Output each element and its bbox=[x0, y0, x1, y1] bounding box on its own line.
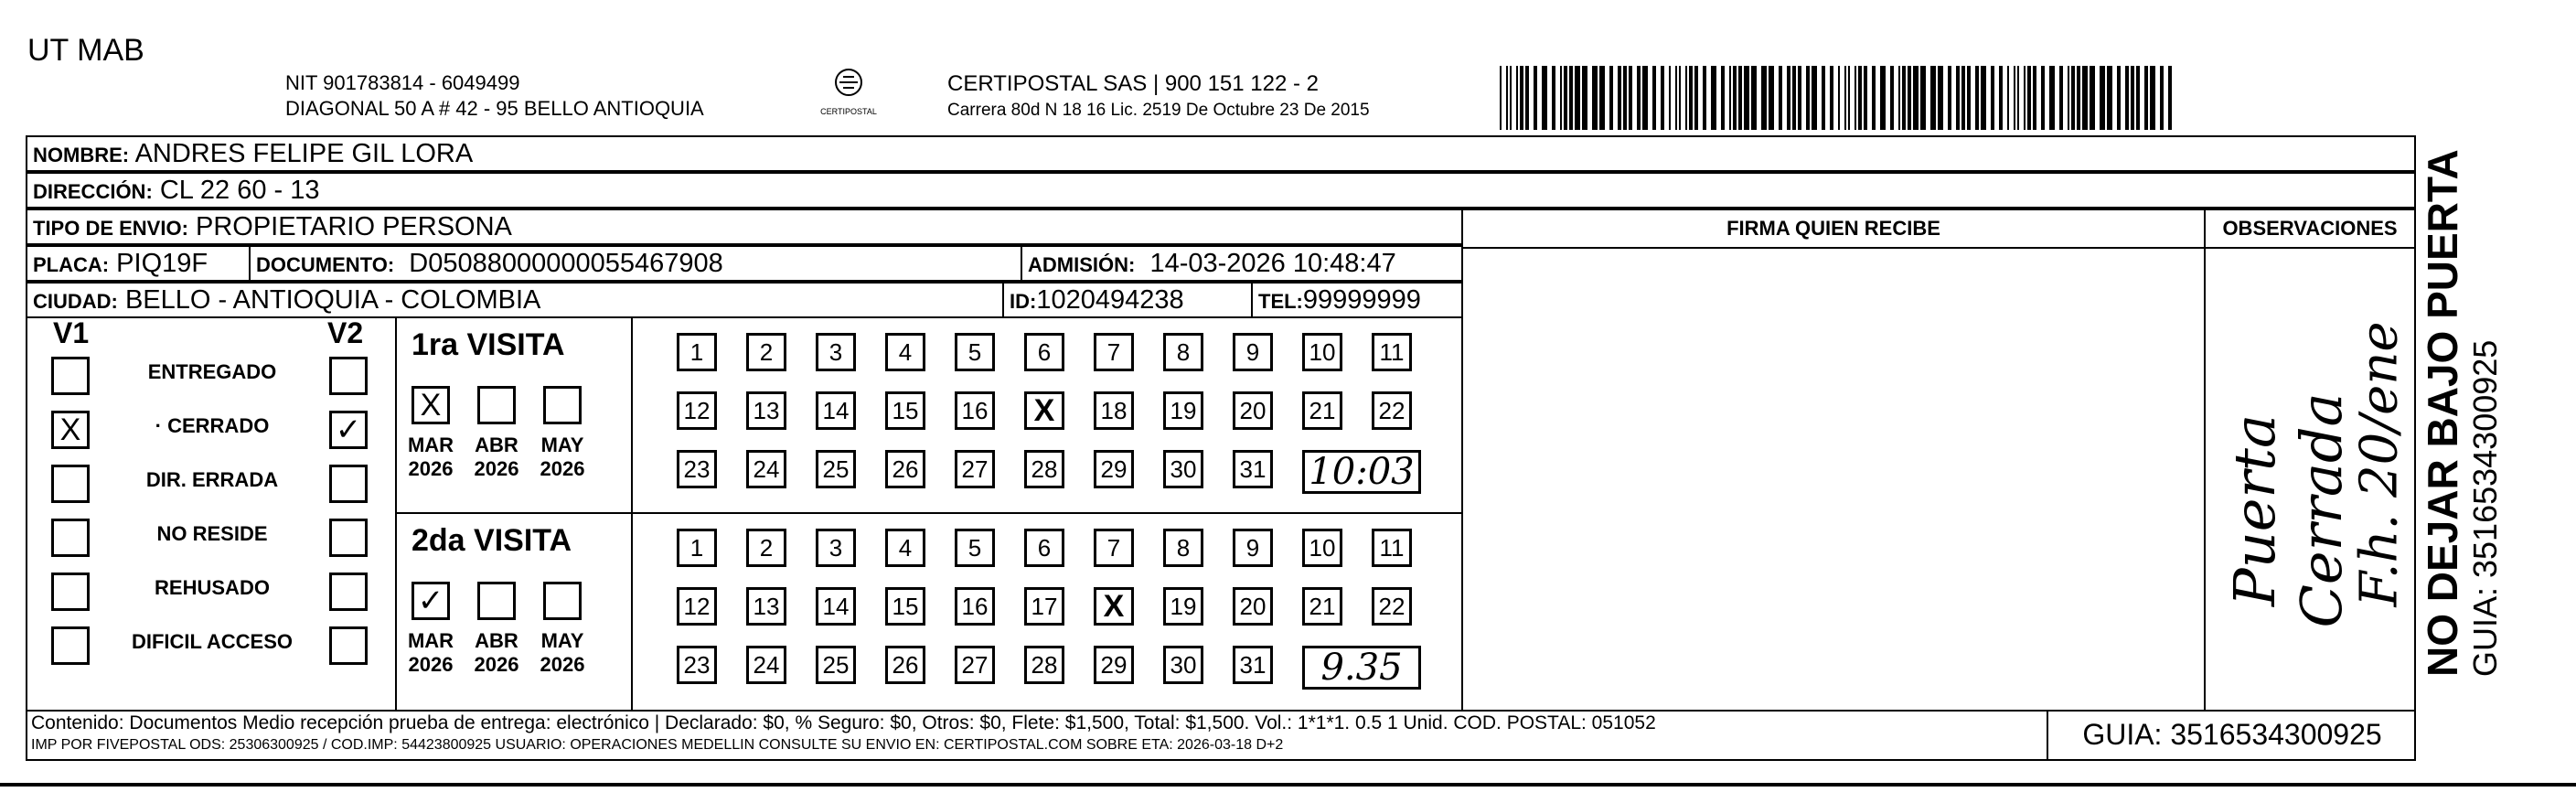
footer-imp: IMP POR FIVEPOSTAL ODS: 25306300925 / COD.IMP: 54423800925 USUARIO: OPERACIONES MEDELLIN CONSULTE SU ENVIO EN: CERTIPOSTAL.COM SOBRE ETA: 2026-03-18 D+2 bbox=[31, 737, 1284, 753]
barcode-bar bbox=[2150, 66, 2155, 130]
day-box[interactable]: X bbox=[1094, 587, 1134, 626]
day-box[interactable]: 6 bbox=[1024, 529, 1064, 567]
nombre-label: NOMBRE: bbox=[33, 144, 130, 166]
nombre-value: ANDRES FELIPE GIL LORA bbox=[134, 139, 474, 168]
tel-value: 99999999 bbox=[1302, 285, 1421, 315]
v2-checkbox[interactable] bbox=[329, 519, 368, 557]
month-label: ABR bbox=[475, 433, 518, 456]
company-name: UT MAB bbox=[27, 33, 144, 68]
day-box[interactable]: 19 bbox=[1163, 391, 1203, 430]
day-box[interactable]: 12 bbox=[677, 587, 717, 626]
v2-checkbox[interactable] bbox=[329, 465, 368, 503]
barcode-bar bbox=[1534, 66, 1537, 130]
barcode-bar bbox=[2131, 66, 2134, 130]
barcode-bar bbox=[1711, 66, 1716, 130]
visit-time[interactable]: 9.35 bbox=[1302, 646, 1421, 690]
day-box[interactable]: 11 bbox=[1372, 333, 1412, 371]
day-box[interactable]: 2 bbox=[746, 333, 786, 371]
barcode-bar bbox=[2117, 66, 2121, 130]
v2-checkbox[interactable] bbox=[329, 626, 368, 665]
barcode-bar bbox=[1864, 66, 1867, 130]
observaciones-label: OBSERVACIONES bbox=[2206, 210, 2414, 249]
observaciones-area bbox=[2204, 209, 2416, 712]
v1-checkbox[interactable]: X bbox=[51, 411, 90, 449]
day-box[interactable]: 20 bbox=[1233, 391, 1273, 430]
nombre-row bbox=[26, 135, 2416, 172]
barcode-bar bbox=[1629, 66, 1632, 130]
day-box[interactable]: 3 bbox=[816, 529, 856, 567]
barcode-bar bbox=[2007, 66, 2009, 130]
barcode-bar bbox=[1858, 66, 1862, 130]
barcode-bar bbox=[1890, 66, 1894, 130]
day-box[interactable]: 24 bbox=[746, 646, 786, 684]
status-label: DIR. ERRADA bbox=[145, 468, 279, 491]
barcode-bar bbox=[1729, 66, 1731, 130]
barcode-bar bbox=[1609, 66, 1613, 130]
tel-label: TEL: bbox=[1258, 290, 1303, 313]
barcode-bar bbox=[1975, 66, 1979, 130]
barcode-bar bbox=[1798, 66, 1801, 130]
month-year: 2026 bbox=[540, 457, 585, 480]
placa-label: PLACA: bbox=[33, 253, 110, 276]
barcode-bar bbox=[1689, 66, 1693, 130]
carrier-logo bbox=[819, 66, 878, 124]
day-box[interactable]: 4 bbox=[885, 529, 925, 567]
barcode-bar bbox=[1848, 66, 1850, 130]
barcode-bar bbox=[1938, 66, 1943, 130]
barcode-bar bbox=[1779, 66, 1782, 130]
month-label: ABR bbox=[475, 629, 518, 652]
admision-value: 14-03-2026 10:48:47 bbox=[1149, 249, 1396, 278]
day-box[interactable]: 21 bbox=[1302, 391, 1342, 430]
ciudad-value: BELLO - ANTIOQUIA - COLOMBIA bbox=[124, 285, 541, 315]
barcode-bar bbox=[1880, 66, 1886, 130]
barcode-bar bbox=[1652, 66, 1656, 130]
day-box[interactable]: 10 bbox=[1302, 529, 1342, 567]
barcode-bar bbox=[1703, 66, 1706, 130]
month-year: 2026 bbox=[540, 653, 585, 676]
v1-checkbox[interactable] bbox=[51, 573, 90, 611]
v2-checkbox[interactable] bbox=[329, 357, 368, 395]
barcode-bar bbox=[2068, 66, 2069, 130]
id-label: ID: bbox=[1010, 290, 1037, 313]
day-box[interactable]: 12 bbox=[677, 391, 717, 430]
firma-label: FIRMA QUIEN RECIBE bbox=[1463, 210, 2204, 249]
day-box[interactable]: 14 bbox=[816, 587, 856, 626]
v1-checkbox[interactable] bbox=[51, 357, 90, 395]
id-value: 1020494238 bbox=[1036, 285, 1184, 315]
day-box[interactable]: 29 bbox=[1094, 450, 1134, 488]
day-box[interactable]: 22 bbox=[1372, 391, 1412, 430]
day-box[interactable]: 6 bbox=[1024, 333, 1064, 371]
barcode-bar bbox=[1694, 66, 1698, 130]
barcode-bar bbox=[2014, 66, 2015, 130]
barcode-bar bbox=[1981, 66, 1986, 130]
month-checkbox[interactable] bbox=[543, 582, 582, 620]
tipo-row bbox=[26, 209, 1463, 245]
barcode-bar bbox=[1552, 66, 1555, 130]
status-label: REHUSADO bbox=[155, 576, 270, 599]
barcode-bar bbox=[2033, 66, 2036, 130]
barcode-bar bbox=[1812, 66, 1817, 130]
barcode-bar bbox=[1525, 66, 1529, 130]
barcode-bar bbox=[1669, 66, 1671, 130]
barcode-bar bbox=[1844, 66, 1846, 130]
barcode-bar bbox=[1575, 66, 1580, 130]
address-text: DIAGONAL 50 A # 42 - 95 BELLO ANTIOQUIA bbox=[285, 97, 704, 120]
observaciones-handwriting: Puerta Cerrada bbox=[2221, 392, 2355, 628]
day-box[interactable]: 4 bbox=[885, 333, 925, 371]
day-box[interactable]: 21 bbox=[1302, 587, 1342, 626]
bottom-rule bbox=[0, 783, 2576, 787]
barcode-bar bbox=[2082, 66, 2088, 130]
month-year: 2026 bbox=[408, 457, 454, 480]
barcode-bar bbox=[2090, 66, 2095, 130]
barcode-bar bbox=[1661, 66, 1664, 130]
side-warning: NO DEJAR BAJO PUERTA bbox=[2419, 149, 2466, 677]
day-box[interactable]: 27 bbox=[955, 646, 995, 684]
placa-row bbox=[26, 245, 1463, 282]
barcode-bar bbox=[1642, 66, 1648, 130]
day-box[interactable]: 28 bbox=[1024, 450, 1064, 488]
v1-checkbox[interactable] bbox=[51, 519, 90, 557]
day-box[interactable]: 19 bbox=[1163, 587, 1203, 626]
day-box[interactable]: 30 bbox=[1163, 450, 1203, 488]
month-checkbox[interactable]: X bbox=[412, 386, 450, 424]
barcode-bar bbox=[1564, 66, 1567, 130]
day-box[interactable]: 8 bbox=[1163, 529, 1203, 567]
direccion-value: CL 22 60 - 13 bbox=[159, 176, 320, 205]
day-box[interactable]: 18 bbox=[1094, 391, 1134, 430]
v2-label: V2 bbox=[327, 316, 364, 349]
day-box[interactable]: 26 bbox=[885, 646, 925, 684]
day-box[interactable]: 17 bbox=[1024, 587, 1064, 626]
day-box[interactable]: 7 bbox=[1094, 333, 1134, 371]
barcode-bar bbox=[1908, 66, 1911, 130]
barcode-bar bbox=[1751, 66, 1757, 130]
barcode-bar bbox=[2017, 66, 2019, 130]
barcode-bar bbox=[1675, 66, 1677, 130]
v1-checkbox[interactable] bbox=[51, 465, 90, 503]
month-label: MAR bbox=[407, 629, 454, 652]
barcode-bar bbox=[1510, 66, 1512, 130]
day-box[interactable]: 13 bbox=[746, 391, 786, 430]
barcode bbox=[1500, 66, 2176, 130]
month-label: MAY bbox=[540, 433, 584, 456]
barcode-bar bbox=[1902, 66, 1906, 130]
month-label: MAR bbox=[407, 433, 454, 456]
barcode-bar bbox=[1855, 66, 1856, 130]
barcode-bar bbox=[1721, 66, 1725, 130]
day-box[interactable]: 8 bbox=[1163, 333, 1203, 371]
day-box[interactable]: 14 bbox=[816, 391, 856, 430]
barcode-bar bbox=[1516, 66, 1518, 130]
barcode-bar bbox=[1618, 66, 1621, 130]
day-box[interactable]: 23 bbox=[677, 450, 717, 488]
admision-label: ADMISIÓN: bbox=[1028, 253, 1136, 276]
barcode-bar bbox=[2168, 66, 2172, 130]
barcode-bar bbox=[2107, 66, 2112, 130]
day-box[interactable]: 1 bbox=[677, 333, 717, 371]
side-guia: GUIA: 3516534300925 bbox=[2466, 339, 2504, 677]
barcode-bar bbox=[1769, 66, 1774, 130]
barcode-bar bbox=[1623, 66, 1627, 130]
day-box[interactable]: 5 bbox=[955, 333, 995, 371]
barcode-bar bbox=[1956, 66, 1960, 130]
nit-text: NIT 901783814 - 6049499 bbox=[285, 71, 520, 94]
barcode-bar bbox=[1838, 66, 1840, 130]
month-year: 2026 bbox=[408, 653, 454, 676]
barcode-bar bbox=[1872, 66, 1876, 130]
day-box[interactable]: 16 bbox=[955, 391, 995, 430]
barcode-bar bbox=[1733, 66, 1737, 130]
v2-checkbox[interactable]: ✓ bbox=[329, 411, 368, 449]
day-box[interactable]: 22 bbox=[1372, 587, 1412, 626]
footer-guia: GUIA: 3516534300925 bbox=[2047, 710, 2416, 761]
placa-value: PIQ19F bbox=[116, 249, 208, 278]
day-box[interactable]: 31 bbox=[1233, 646, 1273, 684]
barcode-bar bbox=[1685, 66, 1687, 130]
barcode-bar bbox=[1569, 66, 1573, 130]
day-box[interactable]: 28 bbox=[1024, 646, 1064, 684]
barcode-bar bbox=[1506, 66, 1508, 130]
barcode-bar bbox=[1679, 66, 1681, 130]
day-box[interactable]: 11 bbox=[1372, 529, 1412, 567]
barcode-bar bbox=[1761, 66, 1767, 130]
barcode-bar bbox=[2027, 66, 2031, 130]
barcode-bar bbox=[2077, 66, 2080, 130]
ciudad-row bbox=[26, 282, 1463, 318]
day-box[interactable]: 26 bbox=[885, 450, 925, 488]
day-box[interactable]: 29 bbox=[1094, 646, 1134, 684]
barcode-bar bbox=[1500, 66, 1502, 130]
barcode-bar bbox=[1830, 66, 1833, 130]
day-box[interactable]: 16 bbox=[955, 587, 995, 626]
day-box[interactable]: X bbox=[1024, 391, 1064, 430]
visit-title: 2da VISITA bbox=[412, 523, 572, 558]
barcode-bar bbox=[2041, 66, 2045, 130]
barcode-bar bbox=[1792, 66, 1796, 130]
barcode-bar bbox=[1599, 66, 1605, 130]
documento-label: DOCUMENTO: bbox=[256, 253, 395, 276]
day-box[interactable]: 3 bbox=[816, 333, 856, 371]
barcode-bar bbox=[2049, 66, 2055, 130]
day-box[interactable]: 20 bbox=[1233, 587, 1273, 626]
barcode-bar bbox=[1930, 66, 1936, 130]
barcode-bar bbox=[1822, 66, 1825, 130]
footer-contenido: Contenido: Documentos Medio recepción prueba de entrega: electrónico | Declarado: $0, % Seguro: $0, Otros: $0, Flete: $1,500, Total: $1,500. Vol.: 1*1*1. 0.5 1 Unid. COD. POSTAL: 051052 bbox=[31, 712, 1656, 733]
visit-time[interactable]: 10:03 bbox=[1302, 450, 1421, 494]
barcode-bar bbox=[1787, 66, 1790, 130]
barcode-bar bbox=[1967, 66, 1971, 130]
day-box[interactable]: 15 bbox=[885, 391, 925, 430]
status-label: ENTREGADO bbox=[147, 360, 277, 383]
documento-value: D05088000000055467908 bbox=[409, 249, 723, 278]
day-box[interactable]: 9 bbox=[1233, 333, 1273, 371]
logo-icon bbox=[821, 66, 876, 106]
status-label: · CERRADO bbox=[155, 414, 270, 437]
day-box[interactable]: 31 bbox=[1233, 450, 1273, 488]
firma-area bbox=[1461, 209, 2206, 712]
month-checkbox[interactable]: ✓ bbox=[412, 582, 450, 620]
day-box[interactable]: 13 bbox=[746, 587, 786, 626]
month-label: MAY bbox=[540, 629, 584, 652]
barcode-bar bbox=[2136, 66, 2140, 130]
barcode-bar bbox=[1991, 66, 1994, 130]
day-box[interactable]: 30 bbox=[1163, 646, 1203, 684]
direccion-label: DIRECCIÓN: bbox=[33, 180, 153, 203]
barcode-bar bbox=[1637, 66, 1641, 130]
side-text bbox=[2419, 149, 2565, 677]
carrier-license: Carrera 80d N 18 16 Lic. 2519 De Octubre 23 De 2015 bbox=[947, 101, 1370, 120]
carrier-name: CERTIPOSTAL SAS | 900 151 122 - 2 bbox=[947, 71, 1319, 96]
status-label: DIFICIL ACCESO bbox=[131, 630, 293, 653]
month-year: 2026 bbox=[474, 457, 519, 480]
barcode-bar bbox=[1582, 66, 1587, 130]
v1-checkbox[interactable] bbox=[51, 626, 90, 665]
month-checkbox[interactable] bbox=[477, 582, 516, 620]
status-label: NO RESIDE bbox=[156, 522, 268, 545]
barcode-bar bbox=[1744, 66, 1749, 130]
barcode-bar bbox=[2144, 66, 2148, 130]
day-box[interactable]: 15 bbox=[885, 587, 925, 626]
ciudad-label: CIUDAD: bbox=[33, 290, 118, 313]
day-box[interactable]: 9 bbox=[1233, 529, 1273, 567]
day-box[interactable]: 23 bbox=[677, 646, 717, 684]
day-box[interactable]: 24 bbox=[746, 450, 786, 488]
barcode-bar bbox=[1920, 66, 1926, 130]
barcode-bar bbox=[1898, 66, 1900, 130]
day-box[interactable]: 2 bbox=[746, 529, 786, 567]
observaciones-handwriting-2: F.h. 20/ene bbox=[2349, 321, 2410, 607]
day-box[interactable]: 5 bbox=[955, 529, 995, 567]
day-box[interactable]: 25 bbox=[816, 646, 856, 684]
v1-label: V1 bbox=[53, 316, 90, 349]
day-box[interactable]: 7 bbox=[1094, 529, 1134, 567]
barcode-bar bbox=[1948, 66, 1951, 130]
month-checkbox[interactable] bbox=[477, 386, 516, 424]
day-box[interactable]: 27 bbox=[955, 450, 995, 488]
barcode-bar bbox=[1999, 66, 2003, 130]
visit-title: 1ra VISITA bbox=[412, 327, 565, 362]
barcode-bar bbox=[2059, 66, 2063, 130]
tipo-label: TIPO DE ENVIO: bbox=[33, 217, 188, 240]
barcode-bar bbox=[1560, 66, 1562, 130]
barcode-bar bbox=[1961, 66, 1965, 130]
barcode-bar bbox=[1520, 66, 1523, 130]
logo-text: CERTIPOSTAL bbox=[820, 107, 877, 116]
barcode-bar bbox=[1738, 66, 1742, 130]
barcode-bar bbox=[2125, 66, 2129, 130]
barcode-bar bbox=[1542, 66, 1547, 130]
day-box[interactable]: 1 bbox=[677, 529, 717, 567]
barcode-bar bbox=[1592, 66, 1598, 130]
barcode-bar bbox=[2024, 66, 2026, 130]
barcode-bar bbox=[2100, 66, 2105, 130]
month-checkbox[interactable] bbox=[543, 386, 582, 424]
barcode-bar bbox=[1913, 66, 1919, 130]
day-box[interactable]: 10 bbox=[1302, 333, 1342, 371]
barcode-bar bbox=[2160, 66, 2164, 130]
v2-checkbox[interactable] bbox=[329, 573, 368, 611]
day-box[interactable]: 25 bbox=[816, 450, 856, 488]
month-year: 2026 bbox=[474, 653, 519, 676]
barcode-bar bbox=[1806, 66, 1810, 130]
tipo-value: PROPIETARIO PERSONA bbox=[195, 212, 512, 241]
direccion-row bbox=[26, 172, 2416, 209]
barcode-bar bbox=[2071, 66, 2075, 130]
